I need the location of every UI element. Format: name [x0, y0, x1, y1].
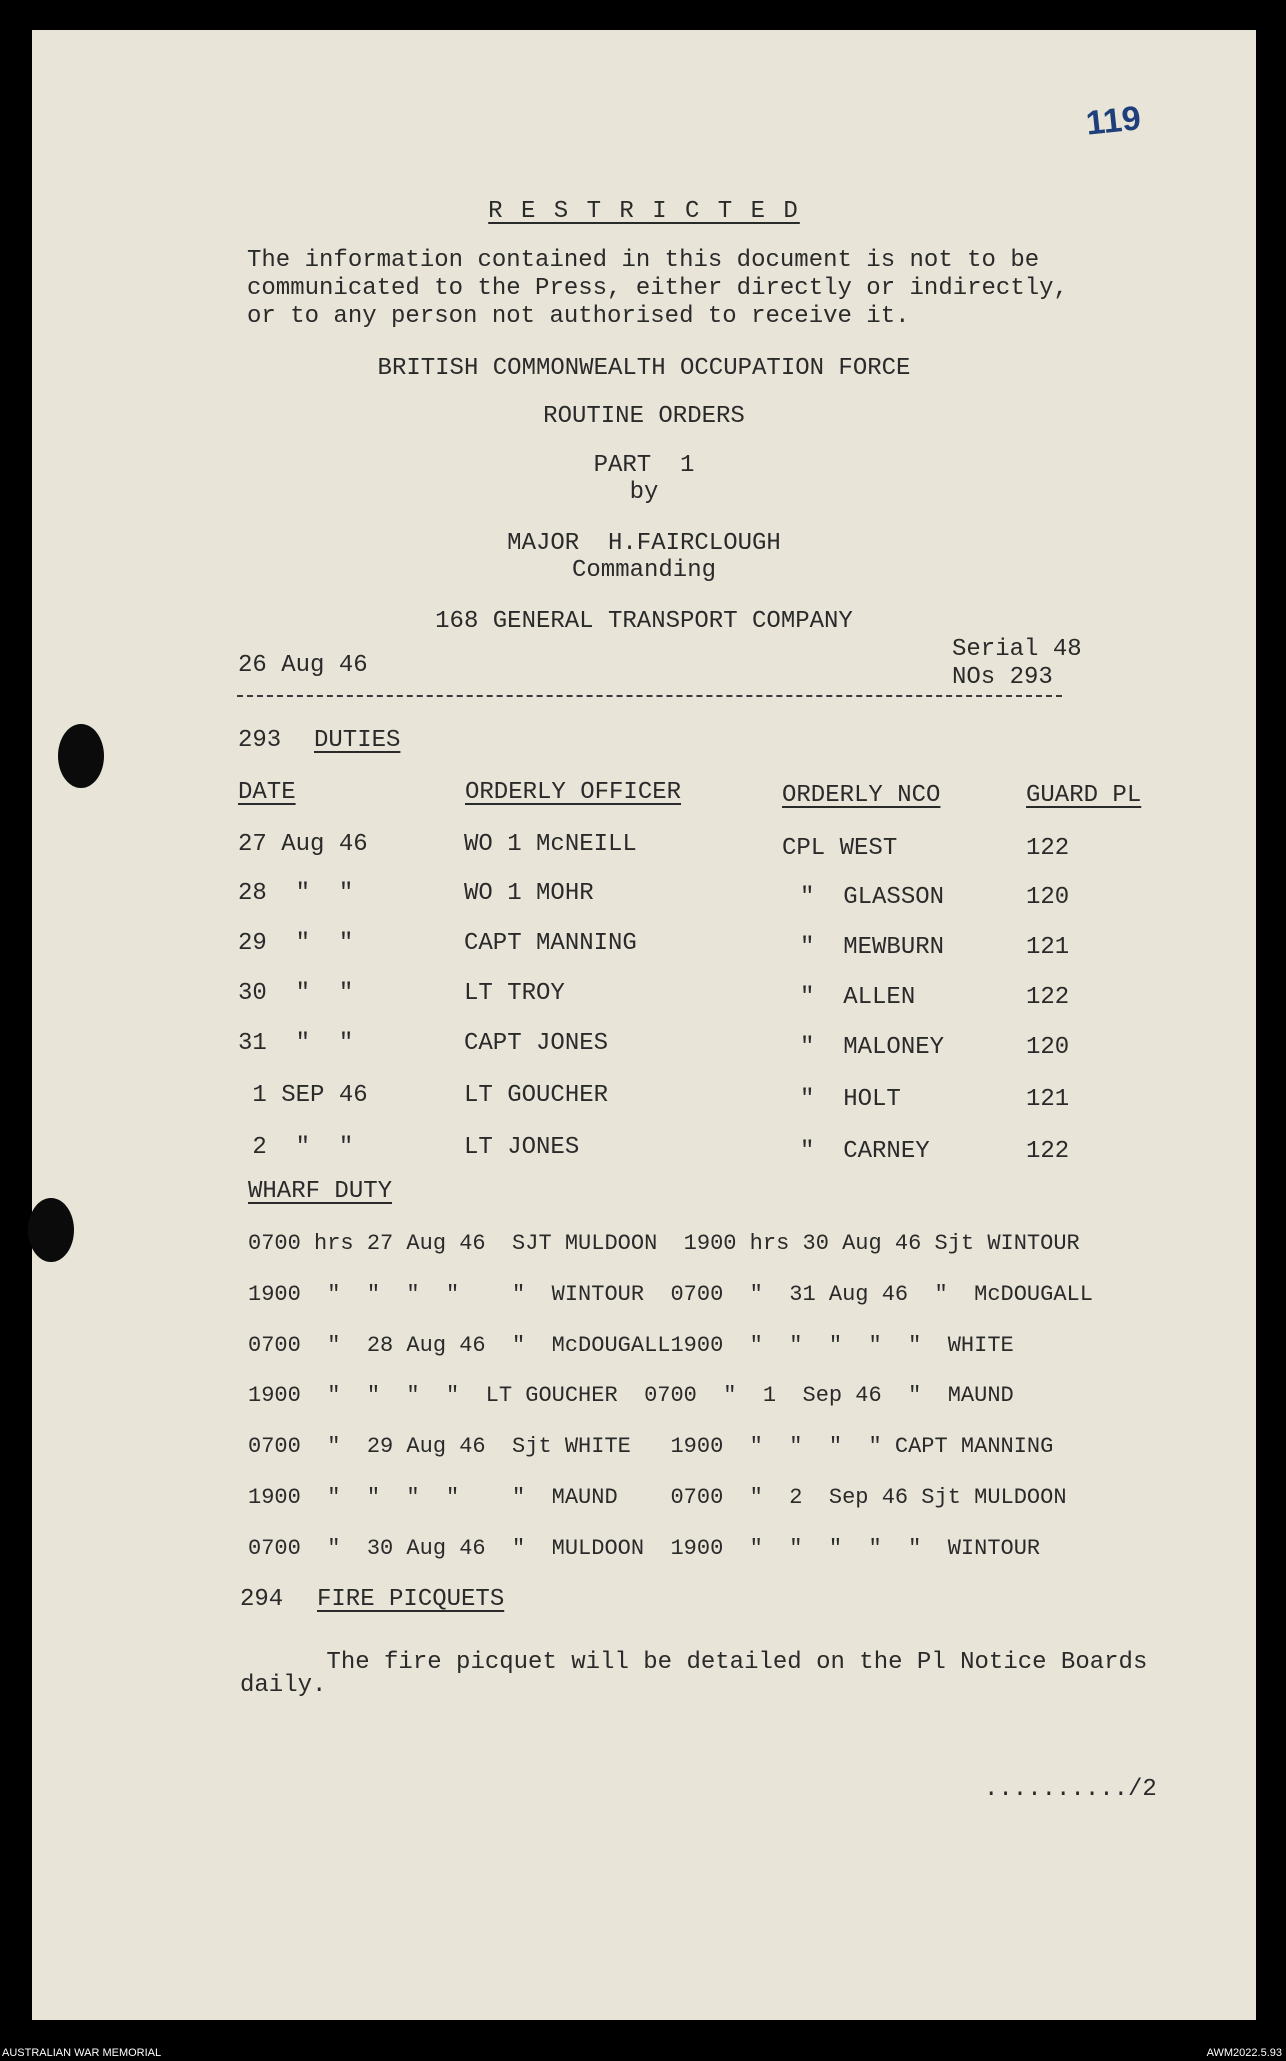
duty-nco: " MEWBURN: [800, 934, 945, 961]
duty-officer: CAPT MANNING: [464, 930, 637, 957]
duty-date: 28 " ": [238, 880, 354, 907]
duty-officer: WO 1 MOHR: [464, 880, 594, 907]
order-date: 26 Aug 46: [238, 652, 368, 679]
order-numbers: NOs 293: [952, 664, 1053, 691]
column-header-date: DATE: [238, 779, 296, 806]
duty-guard: 121: [1026, 934, 1070, 961]
duty-date: 31 " ": [238, 1030, 354, 1057]
duty-nco: " MALONEY: [800, 1034, 945, 1061]
column-header-nco: ORDERLY NCO: [782, 782, 941, 809]
duty-guard: 122: [1026, 984, 1070, 1011]
officer-name: MAJOR H.FAIRCLOUGH: [507, 530, 781, 557]
continuation-marker: ........../2: [984, 1776, 1157, 1803]
wharf-row: 1900 " " " " LT GOUCHER 0700 " 1 Sep 46 " MAUND: [248, 1383, 1014, 1408]
duty-officer: LT GOUCHER: [464, 1082, 609, 1109]
wharf-row: 0700 " 30 Aug 46 " MULDOON 1900 " " " " " WINTOUR: [248, 1536, 1041, 1561]
part-label: PART 1: [593, 452, 695, 479]
section-number: 294: [240, 1586, 284, 1613]
duty-nco: " ALLEN: [800, 984, 916, 1011]
wharf-row: 1900 " " " " " MAUND 0700 " 2 Sep 46 Sjt MULDOON: [248, 1485, 1067, 1510]
duty-officer: CAPT JONES: [464, 1030, 609, 1057]
duty-officer: LT TROY: [464, 980, 565, 1007]
document-page: [32, 30, 1256, 2020]
wharf-row: 0700 " 29 Aug 46 Sjt WHITE 1900 " " " " CAPT MANNING: [248, 1434, 1054, 1459]
wharf-row: 0700 hrs 27 Aug 46 SJT MULDOON 1900 hrs 30 Aug 46 Sjt WINTOUR: [248, 1231, 1080, 1256]
company-name: 168 GENERAL TRANSPORT COMPANY: [435, 608, 853, 635]
section-title: FIRE PICQUETS: [317, 1586, 505, 1613]
duty-officer: LT JONES: [464, 1134, 580, 1161]
duty-date: 27 Aug 46: [238, 831, 368, 858]
duty-date: 30 " ": [238, 980, 354, 1007]
duty-guard: 122: [1026, 1138, 1070, 1165]
duty-nco: CPL WEST: [782, 835, 898, 862]
duty-date: 29 " ": [238, 930, 354, 957]
restricted-heading: R E S T R I C T E D: [488, 198, 800, 225]
archive-credit: AUSTRALIAN WAR MEMORIAL: [2, 2047, 162, 2059]
orders-title: ROUTINE ORDERS: [543, 403, 745, 430]
fire-body-line: The fire picquet will be detailed on the Pl Notice Boards: [240, 1649, 1148, 1676]
notice-line: communicated to the Press, either directly or indirectly,: [247, 275, 1068, 302]
by-label: by: [629, 479, 659, 506]
punch-hole: [58, 724, 104, 788]
duty-guard: 120: [1026, 884, 1070, 911]
fire-body-line: daily.: [240, 1672, 327, 1699]
wharf-row: 0700 " 28 Aug 46 " McDOUGALL1900 " " " " " WHITE: [248, 1333, 1014, 1358]
duty-officer: WO 1 McNEILL: [464, 831, 637, 858]
duty-guard: 121: [1026, 1086, 1070, 1113]
column-header-guard: GUARD PL: [1026, 782, 1142, 809]
archive-reference: AWM2022.5.93: [1206, 2047, 1282, 2059]
folio-number: 119: [1084, 99, 1143, 143]
officer-role: Commanding: [571, 557, 717, 584]
section-title: DUTIES: [314, 727, 401, 754]
notice-line: The information contained in this document is not to be: [247, 247, 1040, 274]
serial-number: Serial 48: [952, 636, 1082, 663]
duty-guard: 120: [1026, 1034, 1070, 1061]
force-title: BRITISH COMMONWEALTH OCCUPATION FORCE: [377, 355, 911, 382]
duty-guard: 122: [1026, 835, 1070, 862]
notice-line: or to any person not authorised to receive it.: [247, 303, 910, 330]
duty-date: 1 SEP 46: [238, 1082, 368, 1109]
duty-nco: " HOLT: [800, 1086, 901, 1113]
column-header-officer: ORDERLY OFFICER: [465, 779, 682, 806]
punch-hole: [28, 1198, 74, 1262]
wharf-title: WHARF DUTY: [248, 1178, 393, 1205]
duty-nco: " CARNEY: [800, 1138, 930, 1165]
section-number: 293: [238, 727, 282, 754]
separator-line: [237, 695, 1062, 697]
duty-nco: " GLASSON: [800, 884, 945, 911]
duty-date: 2 " ": [238, 1134, 354, 1161]
wharf-row: 1900 " " " " " WINTOUR 0700 " 31 Aug 46 " McDOUGALL: [248, 1282, 1093, 1307]
